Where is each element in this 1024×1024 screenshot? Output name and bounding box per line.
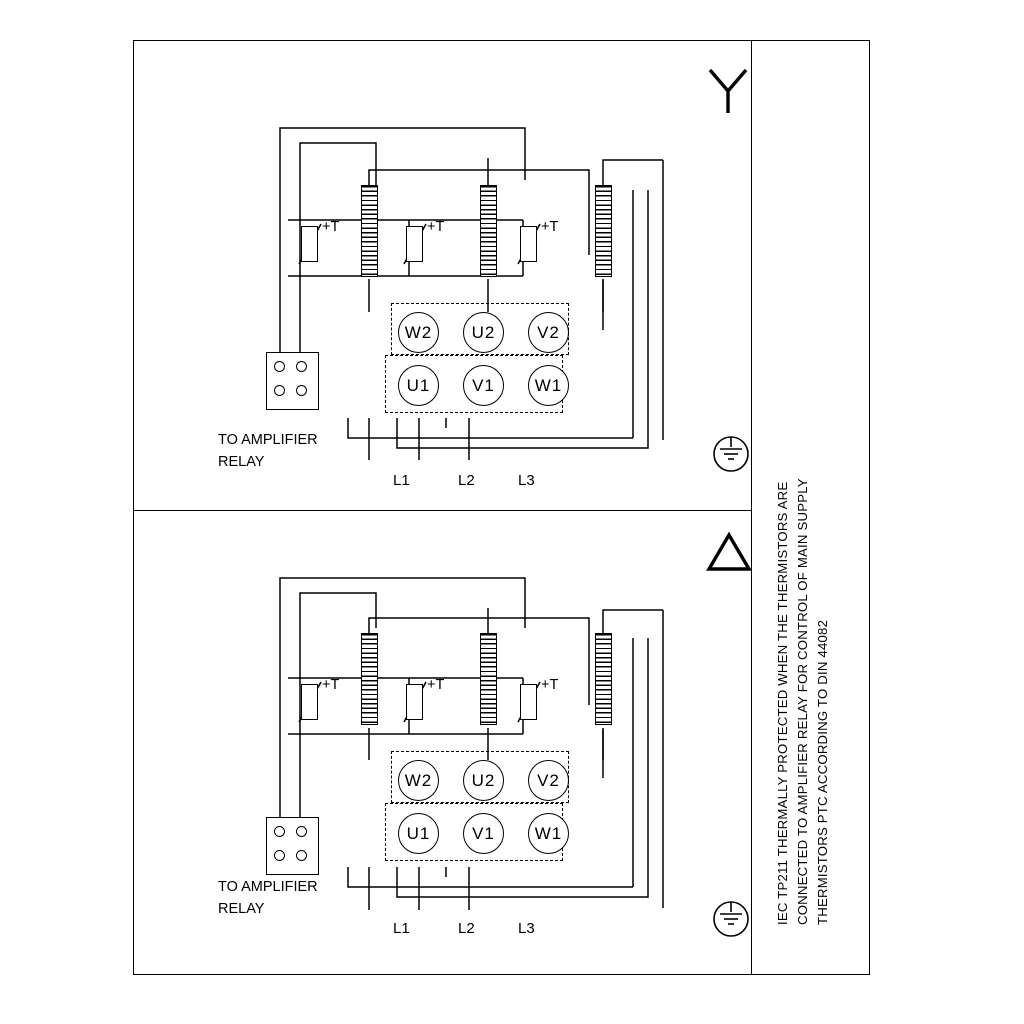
winding-coil-1	[361, 185, 378, 277]
terminal-v1[interactable]: V1	[463, 365, 504, 406]
phase-label-l1: L1	[393, 472, 410, 489]
amplifier-label-line1: TO AMPLIFIER	[218, 432, 318, 448]
connector-pin-1[interactable]	[274, 361, 285, 372]
note-column	[757, 40, 869, 975]
thermistor-3-label: +T	[541, 219, 559, 235]
thermistor-1-label: +T	[322, 219, 340, 235]
connector-pin-3[interactable]	[274, 850, 285, 861]
amplifier-connector-block[interactable]	[266, 817, 319, 875]
phase-label-l2: L2	[458, 472, 475, 489]
amplifier-label-line2: RELAY	[218, 901, 265, 917]
terminal-w2[interactable]: W2	[398, 312, 439, 353]
terminal-u2[interactable]: U2	[463, 312, 504, 353]
phase-label-l3: L3	[518, 920, 535, 937]
thermistor-1	[296, 678, 324, 726]
thermistor-2	[401, 678, 429, 726]
thermistor-1-label: +T	[322, 677, 340, 693]
thermistor-1	[296, 220, 324, 268]
terminal-v2[interactable]: V2	[528, 312, 569, 353]
connector-pin-1[interactable]	[274, 826, 285, 837]
phase-label-l3: L3	[518, 472, 535, 489]
panel-star	[133, 40, 751, 510]
amplifier-label-line1: TO AMPLIFIER	[218, 879, 318, 895]
terminal-v2[interactable]: V2	[528, 760, 569, 801]
terminal-v1[interactable]: V1	[463, 813, 504, 854]
thermistor-3	[515, 678, 543, 726]
thermistor-2	[401, 220, 429, 268]
phase-label-l1: L1	[393, 920, 410, 937]
connector-pin-3[interactable]	[274, 385, 285, 396]
panel-divider-vertical	[751, 40, 752, 975]
connector-pin-4[interactable]	[296, 385, 307, 396]
panel-delta	[133, 510, 751, 975]
connector-pin-4[interactable]	[296, 850, 307, 861]
thermistor-3	[515, 220, 543, 268]
terminal-w1[interactable]: W1	[528, 813, 569, 854]
winding-coil-3	[595, 185, 612, 277]
connector-pin-2[interactable]	[296, 826, 307, 837]
note-line-2: CONNECTED TO AMPLIFIER RELAY FOR CONTROL OF MAIN SUPPLY	[795, 478, 810, 925]
winding-coil-2	[480, 185, 497, 277]
terminal-w2[interactable]: W2	[398, 760, 439, 801]
winding-coil-2	[480, 633, 497, 725]
terminal-w1[interactable]: W1	[528, 365, 569, 406]
note-line-3: THERMISTORS PTC ACCORDING TO DIN 44082	[815, 619, 830, 925]
note-line-1: IEC TP211 THERMALLY PROTECTED WHEN THE THERMISTORS ARE	[775, 481, 790, 925]
terminal-u2[interactable]: U2	[463, 760, 504, 801]
thermistor-2-label: +T	[427, 219, 445, 235]
amplifier-connector-block[interactable]	[266, 352, 319, 410]
thermistor-3-label: +T	[541, 677, 559, 693]
winding-coil-1	[361, 633, 378, 725]
terminal-u1[interactable]: U1	[398, 813, 439, 854]
terminal-u1[interactable]: U1	[398, 365, 439, 406]
phase-label-l2: L2	[458, 920, 475, 937]
amplifier-label-line2: RELAY	[218, 454, 265, 470]
connector-pin-2[interactable]	[296, 361, 307, 372]
winding-coil-3	[595, 633, 612, 725]
thermistor-2-label: +T	[427, 677, 445, 693]
